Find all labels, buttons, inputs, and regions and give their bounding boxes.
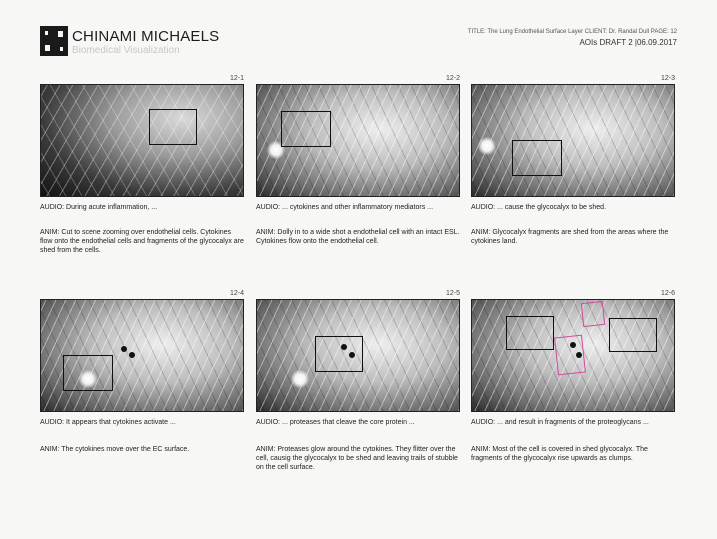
storyboard-panel: [471, 75, 675, 265]
storyboard-panel: [40, 75, 244, 265]
annotation-sketch: [554, 335, 586, 376]
logo: [40, 26, 68, 56]
panel-number: 12-6: [660, 290, 675, 297]
audio-text: AUDIO: During acute inflammation, ...: [40, 204, 158, 211]
anim-text: ANIM: The cytokines move over the EC surface.: [40, 446, 190, 453]
anim-text: ANIM: Dolly in to a wide shot a endothelial cell with an intact ESL. Cytokines flow onto the endothelial cell.: [256, 229, 460, 245]
brand-name: CHINAMI MICHAELS: [72, 28, 220, 45]
panel-frame: [256, 84, 460, 197]
anim-text: ANIM: Glycocalyx fragments are shed from the areas where the cytokines land.: [471, 229, 669, 245]
panel-number: 12-4: [229, 290, 244, 297]
storyboard-panel: [40, 290, 244, 490]
audio-text: AUDIO: It appears that cytokines activate ...: [40, 419, 176, 426]
focus-box: [512, 140, 562, 176]
cytokine-dot: [129, 352, 135, 358]
focus-box: [506, 316, 554, 350]
cytokine-glow: [478, 137, 496, 155]
focus-box: [315, 336, 363, 372]
focus-box: [281, 111, 331, 147]
storyboard-panel: [256, 290, 460, 490]
cytokine-dot: [121, 346, 127, 352]
draft-date: AOIs DRAFT 2 |06.09.2017: [579, 38, 677, 47]
storyboard-panel: [471, 290, 675, 490]
panel-number: 12-5: [445, 290, 460, 297]
annotation-sketch: [581, 301, 605, 327]
audio-text: AUDIO: ... cause the glycocalyx to be shed.: [471, 204, 607, 211]
anim-text: ANIM: Proteases glow around the cytokines. They flitter over the cell, causig the glycocalyx to be shed and leaving trails of stubble on the cell surface.: [256, 446, 458, 471]
focus-box: [63, 355, 113, 391]
panel-number: 12-1: [229, 75, 244, 82]
panel-number: 12-3: [660, 75, 675, 82]
audio-text: AUDIO: ... and result in fragments of the proteoglycans ...: [471, 419, 649, 426]
audio-text: AUDIO: ... proteases that cleave the core protein ...: [256, 419, 415, 426]
panel-frame: [471, 299, 675, 412]
panel-number: 12-2: [445, 75, 460, 82]
cytokine-glow: [291, 370, 309, 388]
panel-frame: [471, 84, 675, 197]
panel-frame: [256, 299, 460, 412]
audio-text: AUDIO: ... cytokines and other inflammatory mediators ...: [256, 204, 434, 211]
panel-frame: [40, 84, 244, 197]
panel-frame: [40, 299, 244, 412]
focus-box: [609, 318, 657, 352]
anim-text: ANIM: Cut to scene zooming over endothelial cells. Cytokines flow onto the endothelial cells and fragments of the glycocalyx are shed from the cells.: [40, 229, 244, 254]
project-meta: TITLE: The Lung Endothelial Surface Layer CLIENT: Dr. Randal Dull PAGE: 12: [467, 29, 677, 35]
brand-subtitle: Biomedical Visualization: [72, 45, 180, 56]
focus-box: [149, 109, 197, 145]
storyboard-panel: [256, 75, 460, 265]
anim-text: ANIM: Most of the cell is covered in shed glycocalyx. The fragments of the glycocalyx rise upwards as clumps.: [471, 446, 648, 462]
